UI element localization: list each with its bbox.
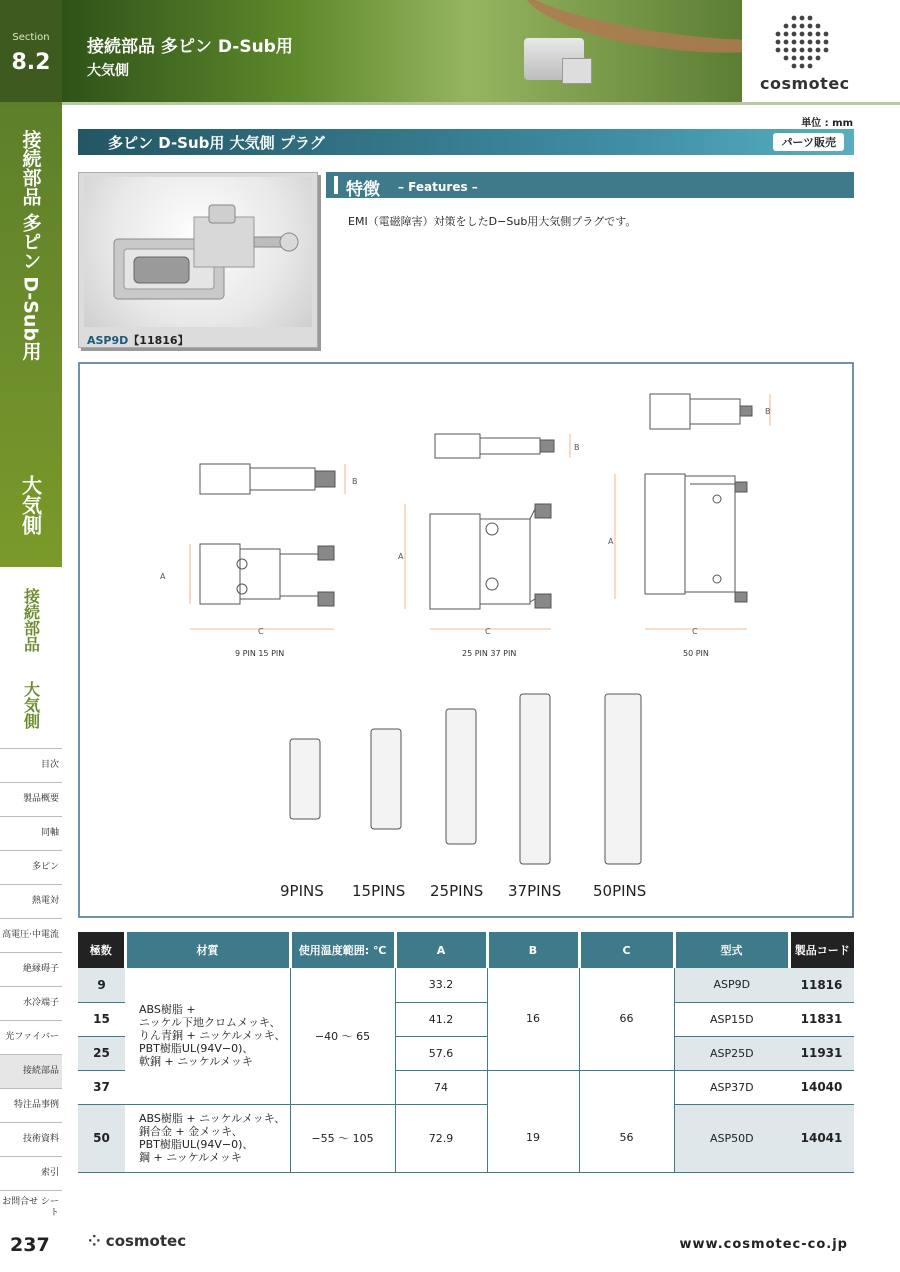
header-c: C — [579, 932, 674, 968]
header-title: 接続部品 多ピン D-Sub用 — [87, 37, 293, 57]
menu-item-coaxial[interactable]: 同軸 — [0, 816, 62, 850]
logo-dot — [800, 24, 805, 29]
logo-dot — [776, 32, 781, 37]
logo-dot — [816, 32, 821, 37]
features-subtitle: – Features – — [398, 180, 478, 194]
cell-a: 41.2 — [395, 1002, 487, 1036]
side-category-title: 接続部品 多ピン D-Sub用 — [19, 129, 42, 361]
dim-label-a-3: A — [608, 537, 614, 546]
product-title: 多ピン D-Sub用 大気側 プラグ — [108, 134, 325, 152]
logo-dot — [792, 16, 797, 21]
menu-item-custom[interactable]: 特注品事例 — [0, 1088, 62, 1122]
index-menu — [0, 748, 62, 1224]
material-line: 銅合金 + 金メッキ、 — [139, 1125, 243, 1138]
technical-drawing-svg — [80, 364, 852, 916]
table-header-row — [78, 932, 854, 968]
features-marker — [334, 176, 338, 194]
header-divider — [62, 102, 900, 105]
header-subtitle: 大気側 — [87, 63, 129, 79]
dim-label-c-1: C — [258, 627, 264, 636]
pin-label-37: 37PINS — [508, 882, 562, 900]
cell-poles: 9 — [78, 968, 125, 1002]
logo-dot — [800, 16, 805, 21]
cell-model: ASP37D — [674, 1070, 789, 1104]
product-image — [84, 177, 312, 327]
side-navigation — [0, 0, 62, 1272]
side-main-label: 大気側 — [18, 475, 43, 535]
cell-material-group2 — [125, 1104, 290, 1172]
material-line: ABS樹脂 + ニッケルメッキ、 — [139, 1112, 286, 1125]
cell-temp-group1: −40 〜 65 — [290, 968, 395, 1104]
logo-dot — [784, 32, 789, 37]
connector-plug-graphic — [562, 58, 592, 84]
menu-item-overview[interactable]: 製品概要 — [0, 782, 62, 816]
material-line: PBT樹脂UL(94V−0)、 — [139, 1042, 254, 1056]
group-label-25-37: 25 PIN 37 PIN — [462, 649, 517, 658]
cell-code: 14041 — [789, 1104, 854, 1172]
logo-dot — [784, 24, 789, 29]
dimension-drawing — [78, 362, 854, 918]
dim-label-a-1: A — [160, 572, 166, 581]
material-line: 軟銅 + ニッケルメッキ — [139, 1055, 253, 1069]
brand-logo — [742, 0, 900, 102]
header-material: 材質 — [125, 932, 290, 968]
logo-dot — [792, 32, 797, 37]
logo-dot — [808, 56, 813, 61]
logo-dot — [800, 40, 805, 45]
product-title-bar — [78, 129, 854, 155]
logo-dot — [800, 64, 805, 69]
pin-label-9: 9PINS — [280, 882, 324, 900]
unit-label: 単位 : mm — [801, 118, 853, 129]
material-line: ABS樹脂 + — [139, 1003, 196, 1017]
logo-dot — [816, 56, 821, 61]
side-sub-label-2: 大気側 — [21, 681, 41, 729]
logo-dot — [824, 48, 829, 53]
group-label-9-15: 9 PIN 15 PIN — [235, 649, 285, 658]
photo-code: 【11816】 — [128, 334, 189, 347]
logo-dot — [824, 40, 829, 45]
menu-item-insulator[interactable]: 絶縁碍子 — [0, 952, 62, 986]
material-line: りん青銅 + ニッケルメッキ、 — [139, 1029, 286, 1043]
cell-code: 11931 — [789, 1036, 854, 1070]
footer-brand — [88, 1232, 186, 1250]
cell-b-group2: 19 — [487, 1104, 579, 1172]
footer-url[interactable]: www.cosmotec-co.jp — [679, 1237, 848, 1252]
logo-dot — [792, 64, 797, 69]
logo-dot — [792, 40, 797, 45]
section-label: Section — [12, 32, 50, 43]
logo-dot — [808, 24, 813, 29]
cell-material-group1 — [125, 968, 290, 1104]
menu-item-optical-fiber[interactable]: 光ファイバー — [0, 1020, 62, 1054]
table-row — [78, 1104, 854, 1172]
page-number: 237 — [10, 1234, 50, 1256]
menu-item-contact[interactable]: お問合せ シート — [0, 1190, 62, 1224]
photo-caption — [87, 332, 189, 348]
footer-logo-icon: ⁘ — [88, 1232, 106, 1250]
logo-dot — [808, 64, 813, 69]
menu-item-technical[interactable]: 技術資料 — [0, 1122, 62, 1156]
page-header — [62, 0, 742, 102]
menu-item-toc[interactable]: 目次 — [0, 748, 62, 782]
cell-a: 74 — [395, 1070, 487, 1104]
header-model: 型式 — [674, 932, 789, 968]
cell-code: 14040 — [789, 1070, 854, 1104]
logo-dot — [784, 48, 789, 53]
material-line: 鋼 + ニッケルメッキ — [139, 1151, 242, 1164]
cell-poles: 25 — [78, 1036, 125, 1070]
header-temp: 使用温度範囲: ℃ — [290, 932, 395, 968]
dim-label-b-2: B — [574, 443, 580, 452]
section-number: 8.2 — [11, 50, 51, 75]
logo-dot — [824, 32, 829, 37]
logo-dot — [816, 24, 821, 29]
header-code: 製品コード — [789, 932, 854, 968]
dim-label-c-3: C — [692, 627, 698, 636]
logo-dot — [800, 32, 805, 37]
logo-dot — [784, 56, 789, 61]
cell-code: 11816 — [789, 968, 854, 1002]
features-header — [326, 172, 854, 198]
dim-label-a-2: A — [398, 552, 404, 561]
group-label-50: 50 PIN — [683, 649, 709, 658]
logo-dot — [808, 16, 813, 21]
cell-a: 72.9 — [395, 1104, 487, 1172]
material-line: ニッケル下地クロムメッキ、 — [139, 1016, 281, 1030]
logo-dot — [792, 24, 797, 29]
logo-dot — [776, 40, 781, 45]
photo-model: ASP9D — [87, 334, 129, 347]
cell-c-empty — [579, 1070, 674, 1104]
spec-table — [78, 932, 854, 1173]
logo-dot — [784, 40, 789, 45]
cell-poles: 15 — [78, 1002, 125, 1036]
table-row — [78, 968, 854, 1002]
dim-label-b-1: B — [352, 477, 358, 486]
header-b: B — [487, 932, 579, 968]
logo-dots-icon — [772, 12, 832, 72]
menu-item-water-cooled[interactable]: 水冷端子 — [0, 986, 62, 1020]
header-a: A — [395, 932, 487, 968]
menu-item-connection-parts[interactable]: 接続部品 — [0, 1054, 62, 1088]
side-sub-label-1: 接続部品 — [21, 588, 41, 652]
features-description: EMI（電磁障害）対策をしたD−Sub用大気側プラグです。 — [348, 215, 637, 228]
footer-brand-name: cosmotec — [105, 1232, 187, 1250]
menu-item-thermocouple[interactable]: 熱電対 — [0, 884, 62, 918]
logo-dot — [792, 56, 797, 61]
cell-model: ASP9D — [674, 968, 789, 1002]
cell-a: 33.2 — [395, 968, 487, 1002]
menu-item-high-voltage[interactable]: 高電圧·中電流 — [0, 918, 62, 952]
header-poles: 極数 — [78, 932, 125, 968]
brand-name: cosmotec — [760, 74, 850, 93]
cell-poles: 37 — [78, 1070, 125, 1104]
pin-label-25: 25PINS — [430, 882, 484, 900]
logo-dot — [800, 48, 805, 53]
product-photo — [78, 172, 318, 348]
dim-label-b-3: B — [765, 407, 771, 416]
logo-dot — [808, 40, 813, 45]
logo-dot — [808, 32, 813, 37]
logo-dot — [792, 48, 797, 53]
cell-temp-group2: −55 〜 105 — [290, 1104, 395, 1172]
parts-sales-badge: パーツ販売 — [773, 133, 844, 151]
logo-dot — [816, 40, 821, 45]
logo-dot — [816, 48, 821, 53]
dim-label-c-2: C — [485, 627, 491, 636]
cell-model: ASP50D — [674, 1104, 789, 1172]
section-box — [0, 0, 62, 102]
cell-poles: 50 — [78, 1104, 125, 1172]
pin-label-50: 50PINS — [593, 882, 647, 900]
cell-model: ASP15D — [674, 1002, 789, 1036]
cell-b-empty — [487, 1070, 579, 1104]
cell-c-group1: 66 — [579, 968, 674, 1070]
logo-dot — [776, 48, 781, 53]
features-title: 特徴 — [346, 180, 380, 200]
pin-label-15: 15PINS — [352, 882, 406, 900]
material-line: PBT樹脂UL(94V−0)、 — [139, 1138, 254, 1151]
cell-c-group2: 56 — [579, 1104, 674, 1172]
cell-b-group1: 16 — [487, 968, 579, 1070]
logo-dot — [808, 48, 813, 53]
menu-item-index[interactable]: 索引 — [0, 1156, 62, 1190]
cell-a: 57.6 — [395, 1036, 487, 1070]
menu-item-multipin[interactable]: 多ピン — [0, 850, 62, 884]
cell-model: ASP25D — [674, 1036, 789, 1070]
logo-dot — [800, 56, 805, 61]
cell-code: 11831 — [789, 1002, 854, 1036]
